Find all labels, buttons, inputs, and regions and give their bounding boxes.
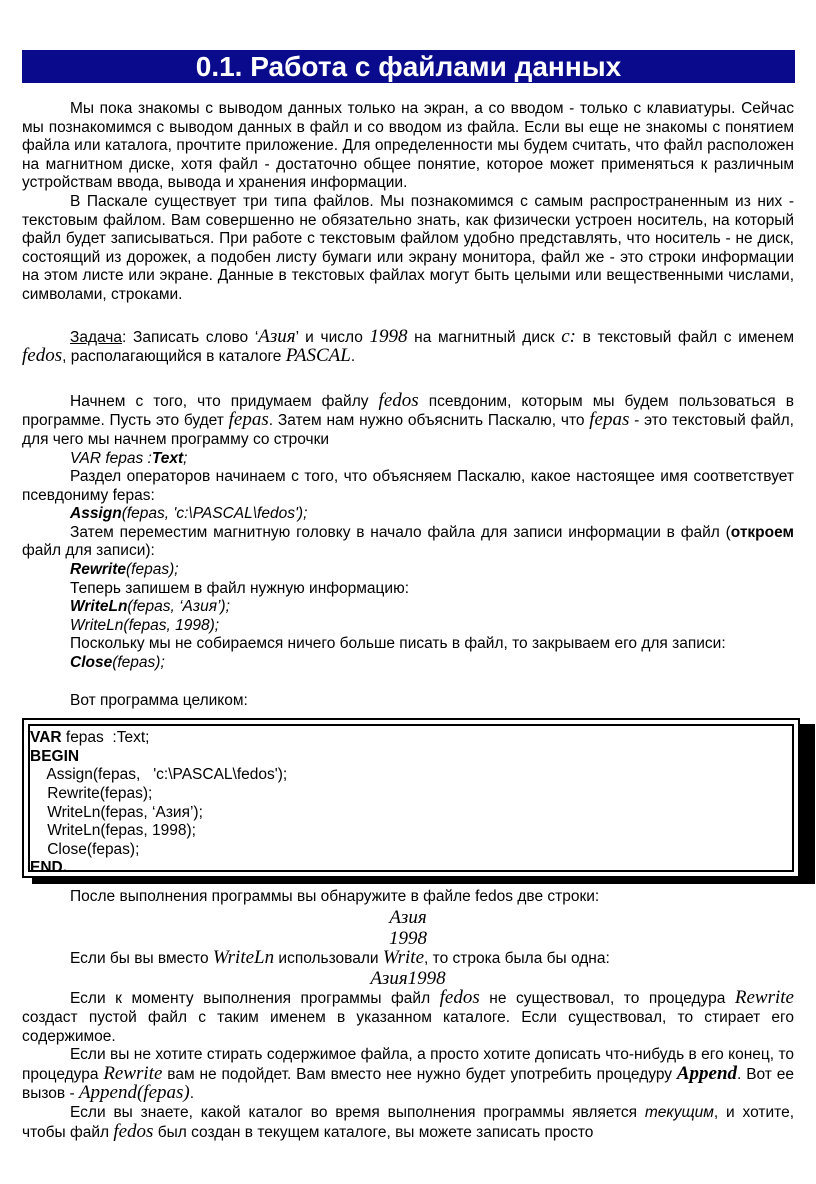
explain-emphasis: откроем <box>730 523 794 541</box>
code-keyword: Rewrite <box>70 561 126 579</box>
after-text: , и хотите, чтобы файл <box>22 1103 795 1141</box>
explain-text: Начнем с того, что придумаем файлу <box>70 392 379 410</box>
close-line <box>22 654 794 673</box>
after-text: был создан в текущем каталоге, вы можете записать просто <box>153 1123 594 1141</box>
writeln-line-1 <box>22 598 794 617</box>
program-line: WriteLn(fepas, 1998); <box>30 822 196 840</box>
intro-paragraph-1: Мы пока знакомы с выводом данных только на экран, а со вводом - только с клавиатуры. Сейчас мы познакомимся с выводом данных в файл и со вводом из файла. Если вы еще не знакомы с понятием файла или каталога, прочтите приложение. Для определенности мы будем считать, что файл расположен на магнитном диске, хотя файл - достаточно общее понятие, которое может применяться к различным устройствам ввода, вывода и хранения информации. <box>22 100 794 192</box>
after-paragraph-4 <box>22 1046 794 1104</box>
after-text: . <box>189 1085 195 1103</box>
task-text: на магнитный диск <box>407 328 562 346</box>
after-keyword: Rewrite <box>103 1062 163 1084</box>
explain-paragraph-4: Теперь запишем в файл нужную информацию: <box>70 579 410 597</box>
explain-text: Затем переместим магнитную головку в начало файла для записи информации в файл ( <box>70 523 731 541</box>
program-line: WriteLn(fepas, ‘Азия’); <box>30 803 203 821</box>
task-text: ’ и число <box>295 328 370 346</box>
after-keyword: Append <box>676 1062 738 1084</box>
task-directory: PASCAL <box>285 345 351 367</box>
after-filename: fedos <box>439 987 480 1009</box>
code-text: (fepas, ‘Азия’); <box>127 598 230 616</box>
task-paragraph <box>22 325 794 367</box>
page-content <box>22 100 794 1142</box>
code-text: VAR fepas : <box>70 449 152 467</box>
after-text: не существовал, то процедура <box>479 990 735 1008</box>
program-listing <box>22 718 802 880</box>
task-drive: с: <box>561 325 576 347</box>
section-title: 0.1. Работа с файлами данных <box>22 50 795 83</box>
explain-text: . Затем нам нужно объяснить Паскалю, что <box>268 412 590 430</box>
explain-paragraph-6: Вот программа целиком: <box>70 691 248 709</box>
program-line: BEGIN <box>30 747 80 765</box>
rewrite-line <box>22 561 794 580</box>
after-paragraph-2 <box>22 946 794 969</box>
explain-paragraph-5: Поскольку мы не собираемся ничего больше писать в файл, то закрываем его для записи: <box>70 635 726 653</box>
code-text: (fepas); <box>112 654 165 672</box>
explain-text: псевдоним, которым мы будем пользоваться в программе. Пусть это будет <box>22 392 794 430</box>
explain-filename: fedos <box>378 389 419 411</box>
after-text: создаст пустой файл с таким именем в указанном каталоге. Если существовал, то стирает его содержимое. <box>22 1009 794 1045</box>
code-text: fepas :Text; <box>61 729 150 747</box>
program-line <box>30 729 792 748</box>
task-word: Азия <box>258 325 296 347</box>
after-text: использовали <box>274 949 383 967</box>
result-line-2: 1998 <box>389 927 427 949</box>
code-text: (fepas, 'c:\PASCAL\fedos'); <box>121 505 308 523</box>
code-keyword: Assign <box>70 505 122 523</box>
explain-paragraph-1 <box>22 389 794 450</box>
program-line: Assign(fepas, 'c:\PASCAL\fedos'); <box>30 766 288 784</box>
task-text: : Записать слово ‘ <box>122 328 259 346</box>
task-text: в текстовый файл с именем <box>575 328 794 346</box>
task-label: Задача <box>70 328 123 346</box>
task-text: , располагающийся в каталоге <box>62 348 286 366</box>
after-keyword: WriteLn <box>212 946 275 968</box>
program-line: Close(fepas); <box>30 840 140 858</box>
after-paragraph-5 <box>22 1104 794 1142</box>
assign-line <box>22 505 794 524</box>
after-text: вам не подойдет. Вам вместо нее нужно будет употребить процедуру <box>162 1065 677 1083</box>
task-text: . <box>350 348 356 366</box>
program-line: Rewrite(fepas); <box>30 785 153 802</box>
code-keyword: Close <box>70 654 113 672</box>
after-text: . Вот ее вызов - <box>22 1065 794 1103</box>
after-keyword: Rewrite <box>734 987 794 1009</box>
explain-text: файл для записи): <box>22 542 155 560</box>
after-text: Если бы вы вместо <box>70 949 213 967</box>
explain-text: - это текстовый файл, для чего мы начнем программу со строчки <box>22 412 794 448</box>
after-text: Если вы знаете, какой каталог во время выполнения программы является <box>70 1103 645 1121</box>
after-text: Если к моменту выполнения программы файл <box>70 990 440 1008</box>
code-keyword: WriteLn <box>70 598 128 616</box>
explain-alias: fepas <box>228 409 269 431</box>
writeln-line-2: WriteLn(fepas, 1998); <box>70 616 220 634</box>
result-line-3: Азия1998 <box>370 968 446 990</box>
after-paragraph-3 <box>22 989 794 1046</box>
var-line <box>22 450 794 469</box>
result-line-1: Азия <box>389 906 427 928</box>
code-keyword: Text <box>151 449 184 467</box>
task-number: 1998 <box>369 325 408 347</box>
program-line: END. <box>30 859 68 877</box>
after-text: , то строка была бы одна: <box>424 949 610 967</box>
after-keyword: Append(fepas) <box>78 1082 190 1104</box>
after-emphasis: текущим <box>644 1103 714 1121</box>
explain-alias: fepas <box>589 409 630 431</box>
program-listing-frame <box>22 718 800 878</box>
intro-paragraph-2: В Паскале существует три типа файлов. Мы познакомимся с самым распространенным из них - текстовым файлом. Вам совершенно не обязательно знать, как физически устроен носитель, на который файл будет записываться. При работе с текстовым файлом удобно представлять, что носитель - не диск, состоящий из дорожек, а подобен листу бумаги или экрану монитора, файл же - это строки информации на этом листе или экране. Данные в текстовых файлах могут быть целыми или вещественными числами, символами, строками. <box>22 192 794 303</box>
after-paragraph-1: После выполнения программы вы обнаружите в файле fedos две строки: <box>70 888 600 906</box>
code-keyword: VAR <box>30 729 62 747</box>
code-text: (fepas); <box>126 561 179 579</box>
after-keyword: Write <box>382 946 425 968</box>
explain-paragraph-3 <box>22 524 794 561</box>
task-filename: fedos <box>22 345 63 367</box>
code-text: ; <box>183 449 188 467</box>
explain-paragraph-2: Раздел операторов начинаем с того, что объясняем Паскалю, какое настоящее имя соответствует псевдониму fepas: <box>22 468 794 504</box>
after-text: Если вы не хотите стирать содержимое файла, а просто хотите дописать что-нибудь в его конец, то процедура <box>22 1046 794 1083</box>
after-filename: fedos <box>113 1120 154 1142</box>
program-listing-body <box>28 724 794 877</box>
